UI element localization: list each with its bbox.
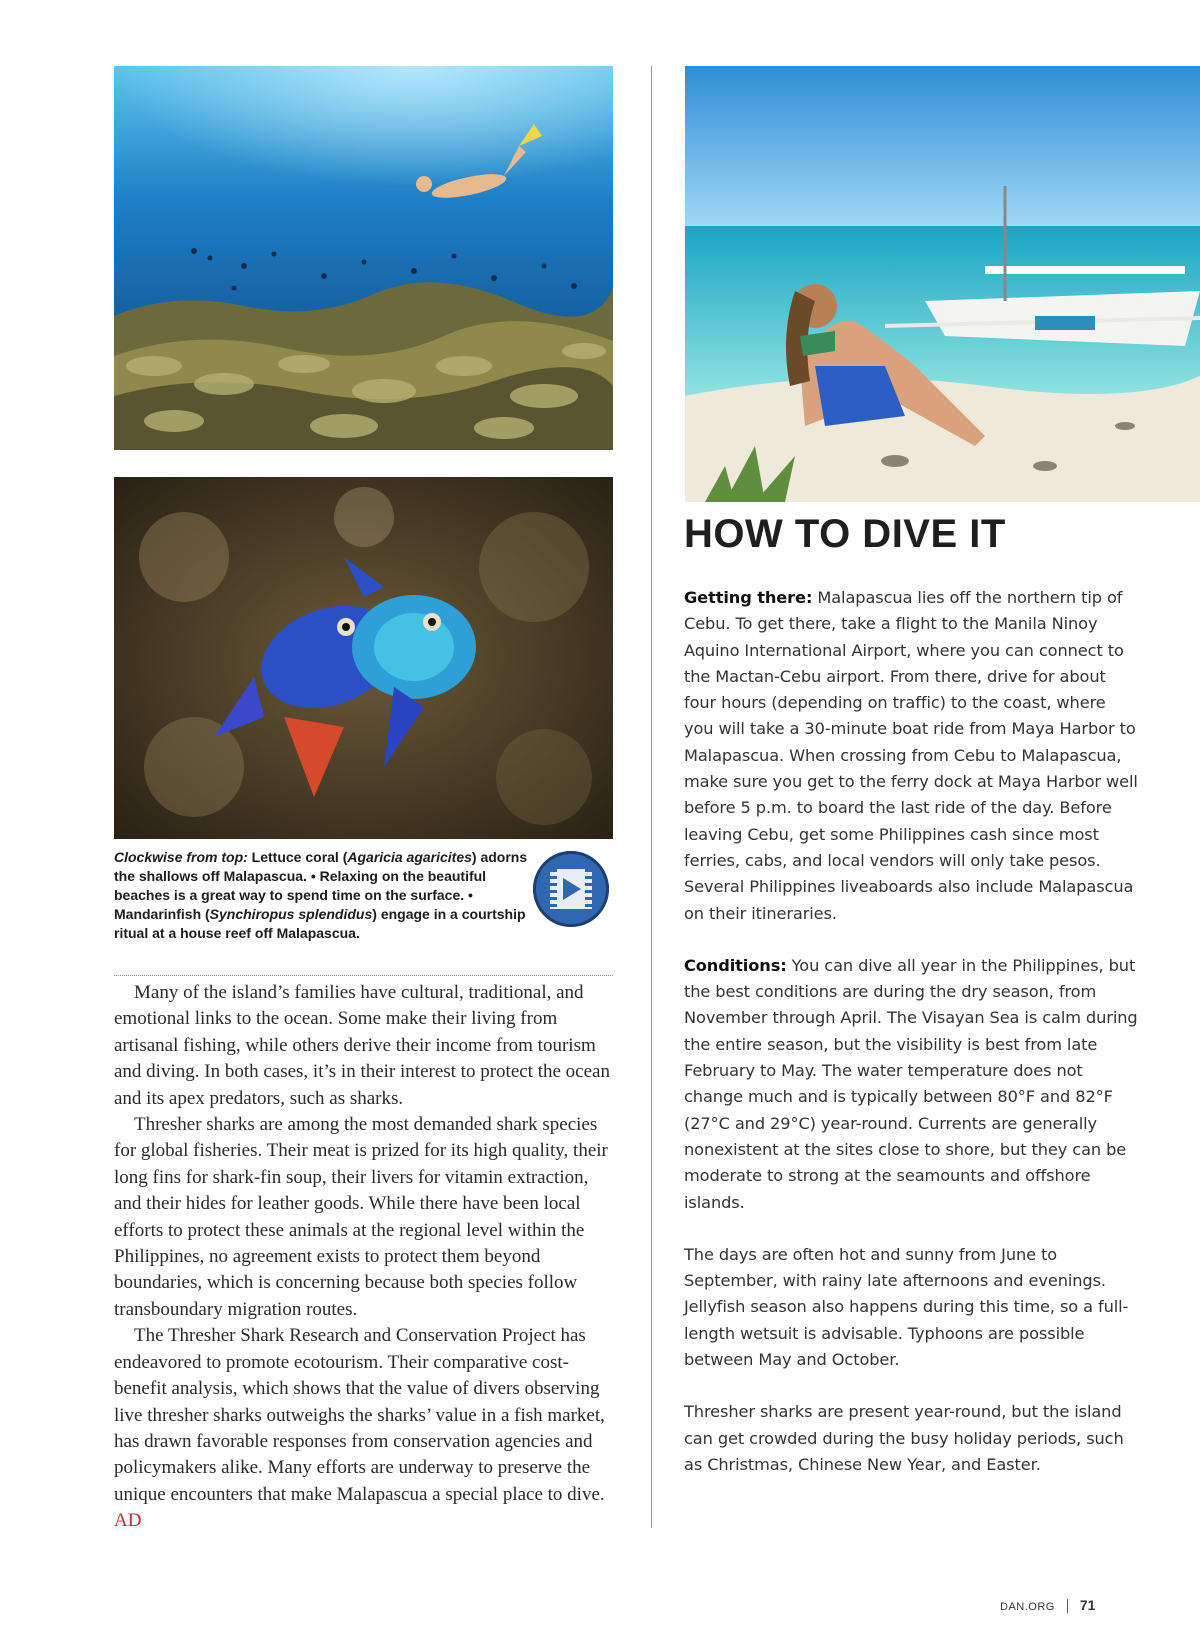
caption-divider (114, 975, 613, 976)
sidebar-title: HOW TO DIVE IT (684, 512, 1006, 556)
sidebar-body (684, 585, 1140, 1504)
getting-there-paragraph (684, 585, 1140, 927)
mandarinfish-photo (114, 477, 613, 839)
page-footer (1000, 1597, 1095, 1613)
end-mark: AD (114, 1510, 142, 1532)
caption-species-1: Agaricia agaricites (347, 849, 472, 865)
column-divider (651, 66, 652, 1528)
weather-paragraph: The days are often hot and sunny from June to September, with rainy late afternoons and evenings. Jellyfish season also happens during this time, so a full-length wetsuit is advisable. Typhoons are possible between May and October. (684, 1244, 1129, 1370)
article-paragraph-1: Many of the island’s families have cultural, traditional, and emotional links to the ocean. Some make their living from artisanal fishing, while others derive their income from tourism and diving. In both cases, it’s in their interest to protect the ocean and its apex predators, such as sharks. (114, 982, 610, 1109)
conditions-text: You can dive all year in the Philippines, but the best conditions are during the dry season, from November through April. The Visayan Sea is calm during the entire season, but the visibility is best from late February to May. The water temperature does not change much and is typically between 80°F and 82°F (27°C and 29°C) year-round. Currents are generally nonexistent at the sites close to shore, but they can be moderate to strong at the seamounts and offshore islands. (684, 955, 1138, 1212)
beach-photo (685, 66, 1200, 502)
caption-text-2: ) adorns the shallows off Malapascua. • Relaxing on the beautiful beaches is a great way to spend time on the surface. • Mandarinfish ( (114, 849, 528, 922)
beach-photo-graphic (685, 66, 1200, 502)
reef-photo (114, 66, 613, 450)
getting-there-text: Malapascua lies off the northern tip of Cebu. To get there, take a flight to the Manila Ninoy Aquino International Airport, where you can connect to the Mactan-Cebu airport. From there, drive for about four hours (depending on traffic) to the coast, where you will take a 30-minute boat ride from Maya Harbor to Malapascua. When crossing from Cebu to Malapascua, make sure you get to the ferry dock at Maya Harbor well before 5 p.m. to board the last ride of the day. Before leaving Cebu, get some Philippines cash since most ferries, cabs, and local vendors will only take pesos. Several Philippines liveaboards also include Malapascua on their itineraries. (684, 588, 1138, 923)
article-paragraph-2: Thresher sharks are among the most demanded shark species for global fisheries. Their meat is prized for its high quality, their long fins for shark-fin soup, their livers for vitamin extraction, and their hides for leather goods. While there have been local efforts to protect these animals at the regional level within the Philippines, no agreement exists to protect them beyond boundaries, which is concerning because both species follow transboundary migration routes. (114, 1114, 608, 1320)
conditions-paragraph (684, 953, 1140, 1216)
article-paragraph-3 (114, 1323, 613, 1534)
reef-photo-graphic (114, 66, 613, 450)
getting-there-label: Getting there: (684, 588, 813, 607)
mandarinfish-photo-graphic (114, 477, 613, 839)
conditions-label: Conditions: (684, 955, 787, 975)
article-body (114, 980, 613, 1535)
caption-text-3: ) engage in a courtship ritual at a house reef off Malapascua. (114, 906, 526, 941)
footer-site: DAN.ORG (1000, 1601, 1055, 1613)
caption-lead: Clockwise from top: (114, 849, 248, 865)
article-paragraph-3-text: The Thresher Shark Research and Conservation Project has endeavored to promote ecotourism. Their comparative cost-benefit analysis, which shows that the value of divers observing live thresher sharks outweighs the sharks’ value in a fish market, has drawn favorable responses from conservation agencies and policymakers alike. Many efforts are underway to preserve the unique encounters that make Malapascua a special place to dive. (114, 1325, 605, 1505)
play-video-icon (563, 878, 581, 900)
play-video-button[interactable] (533, 851, 609, 927)
page-number: 71 (1079, 1597, 1096, 1613)
film-icon (550, 869, 592, 909)
photo-caption (114, 848, 534, 943)
footer-separator (1067, 1599, 1068, 1613)
crowds-paragraph: Thresher sharks are present year-round, but the island can get crowded during the busy holiday periods, such as Christmas, Chinese New Year, and Easter. (684, 1402, 1124, 1474)
caption-species-2: Synchiropus splendidus (209, 906, 373, 922)
caption-text-1: Lettuce coral ( (247, 849, 348, 865)
